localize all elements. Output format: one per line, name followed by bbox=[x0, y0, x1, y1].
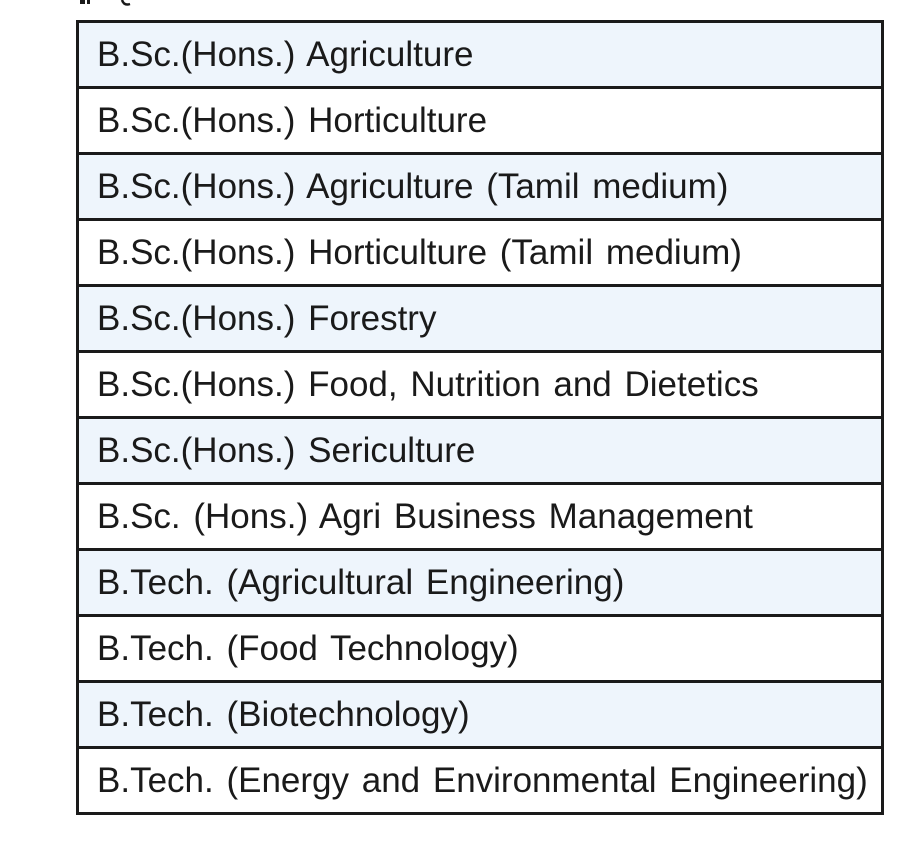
course-list-table bbox=[76, 20, 884, 815]
table-row bbox=[78, 352, 883, 418]
table-row bbox=[78, 682, 883, 748]
course-name-cell: B.Tech. (Biotechnology) bbox=[78, 682, 883, 748]
course-name-cell: B.Tech. (Food Technology) bbox=[78, 616, 883, 682]
table-row bbox=[78, 22, 883, 88]
table-row bbox=[78, 88, 883, 154]
table-row bbox=[78, 484, 883, 550]
course-name-cell: B.Sc.(Hons.) Food, Nutrition and Dietetics bbox=[78, 352, 883, 418]
table-row bbox=[78, 286, 883, 352]
cropped-text-fragment bbox=[78, 0, 138, 10]
course-name-cell: B.Sc. (Hons.) Agri Business Management bbox=[78, 484, 883, 550]
table-row bbox=[78, 748, 883, 814]
course-name-cell: B.Sc.(Hons.) Forestry bbox=[78, 286, 883, 352]
table-row bbox=[78, 550, 883, 616]
table-row bbox=[78, 418, 883, 484]
table-row bbox=[78, 220, 883, 286]
table-row bbox=[78, 616, 883, 682]
course-name-cell: B.Sc.(Hons.) Sericulture bbox=[78, 418, 883, 484]
course-name-cell: B.Sc.(Hons.) Agriculture bbox=[78, 22, 883, 88]
table-row bbox=[78, 154, 883, 220]
course-name-cell: B.Tech. (Energy and Environmental Engineering) bbox=[78, 748, 883, 814]
course-name-cell: B.Sc.(Hons.) Horticulture bbox=[78, 88, 883, 154]
course-name-cell: B.Sc.(Hons.) Horticulture (Tamil medium) bbox=[78, 220, 883, 286]
course-name-cell: B.Tech. (Agricultural Engineering) bbox=[78, 550, 883, 616]
course-name-cell: B.Sc.(Hons.) Agriculture (Tamil medium) bbox=[78, 154, 883, 220]
